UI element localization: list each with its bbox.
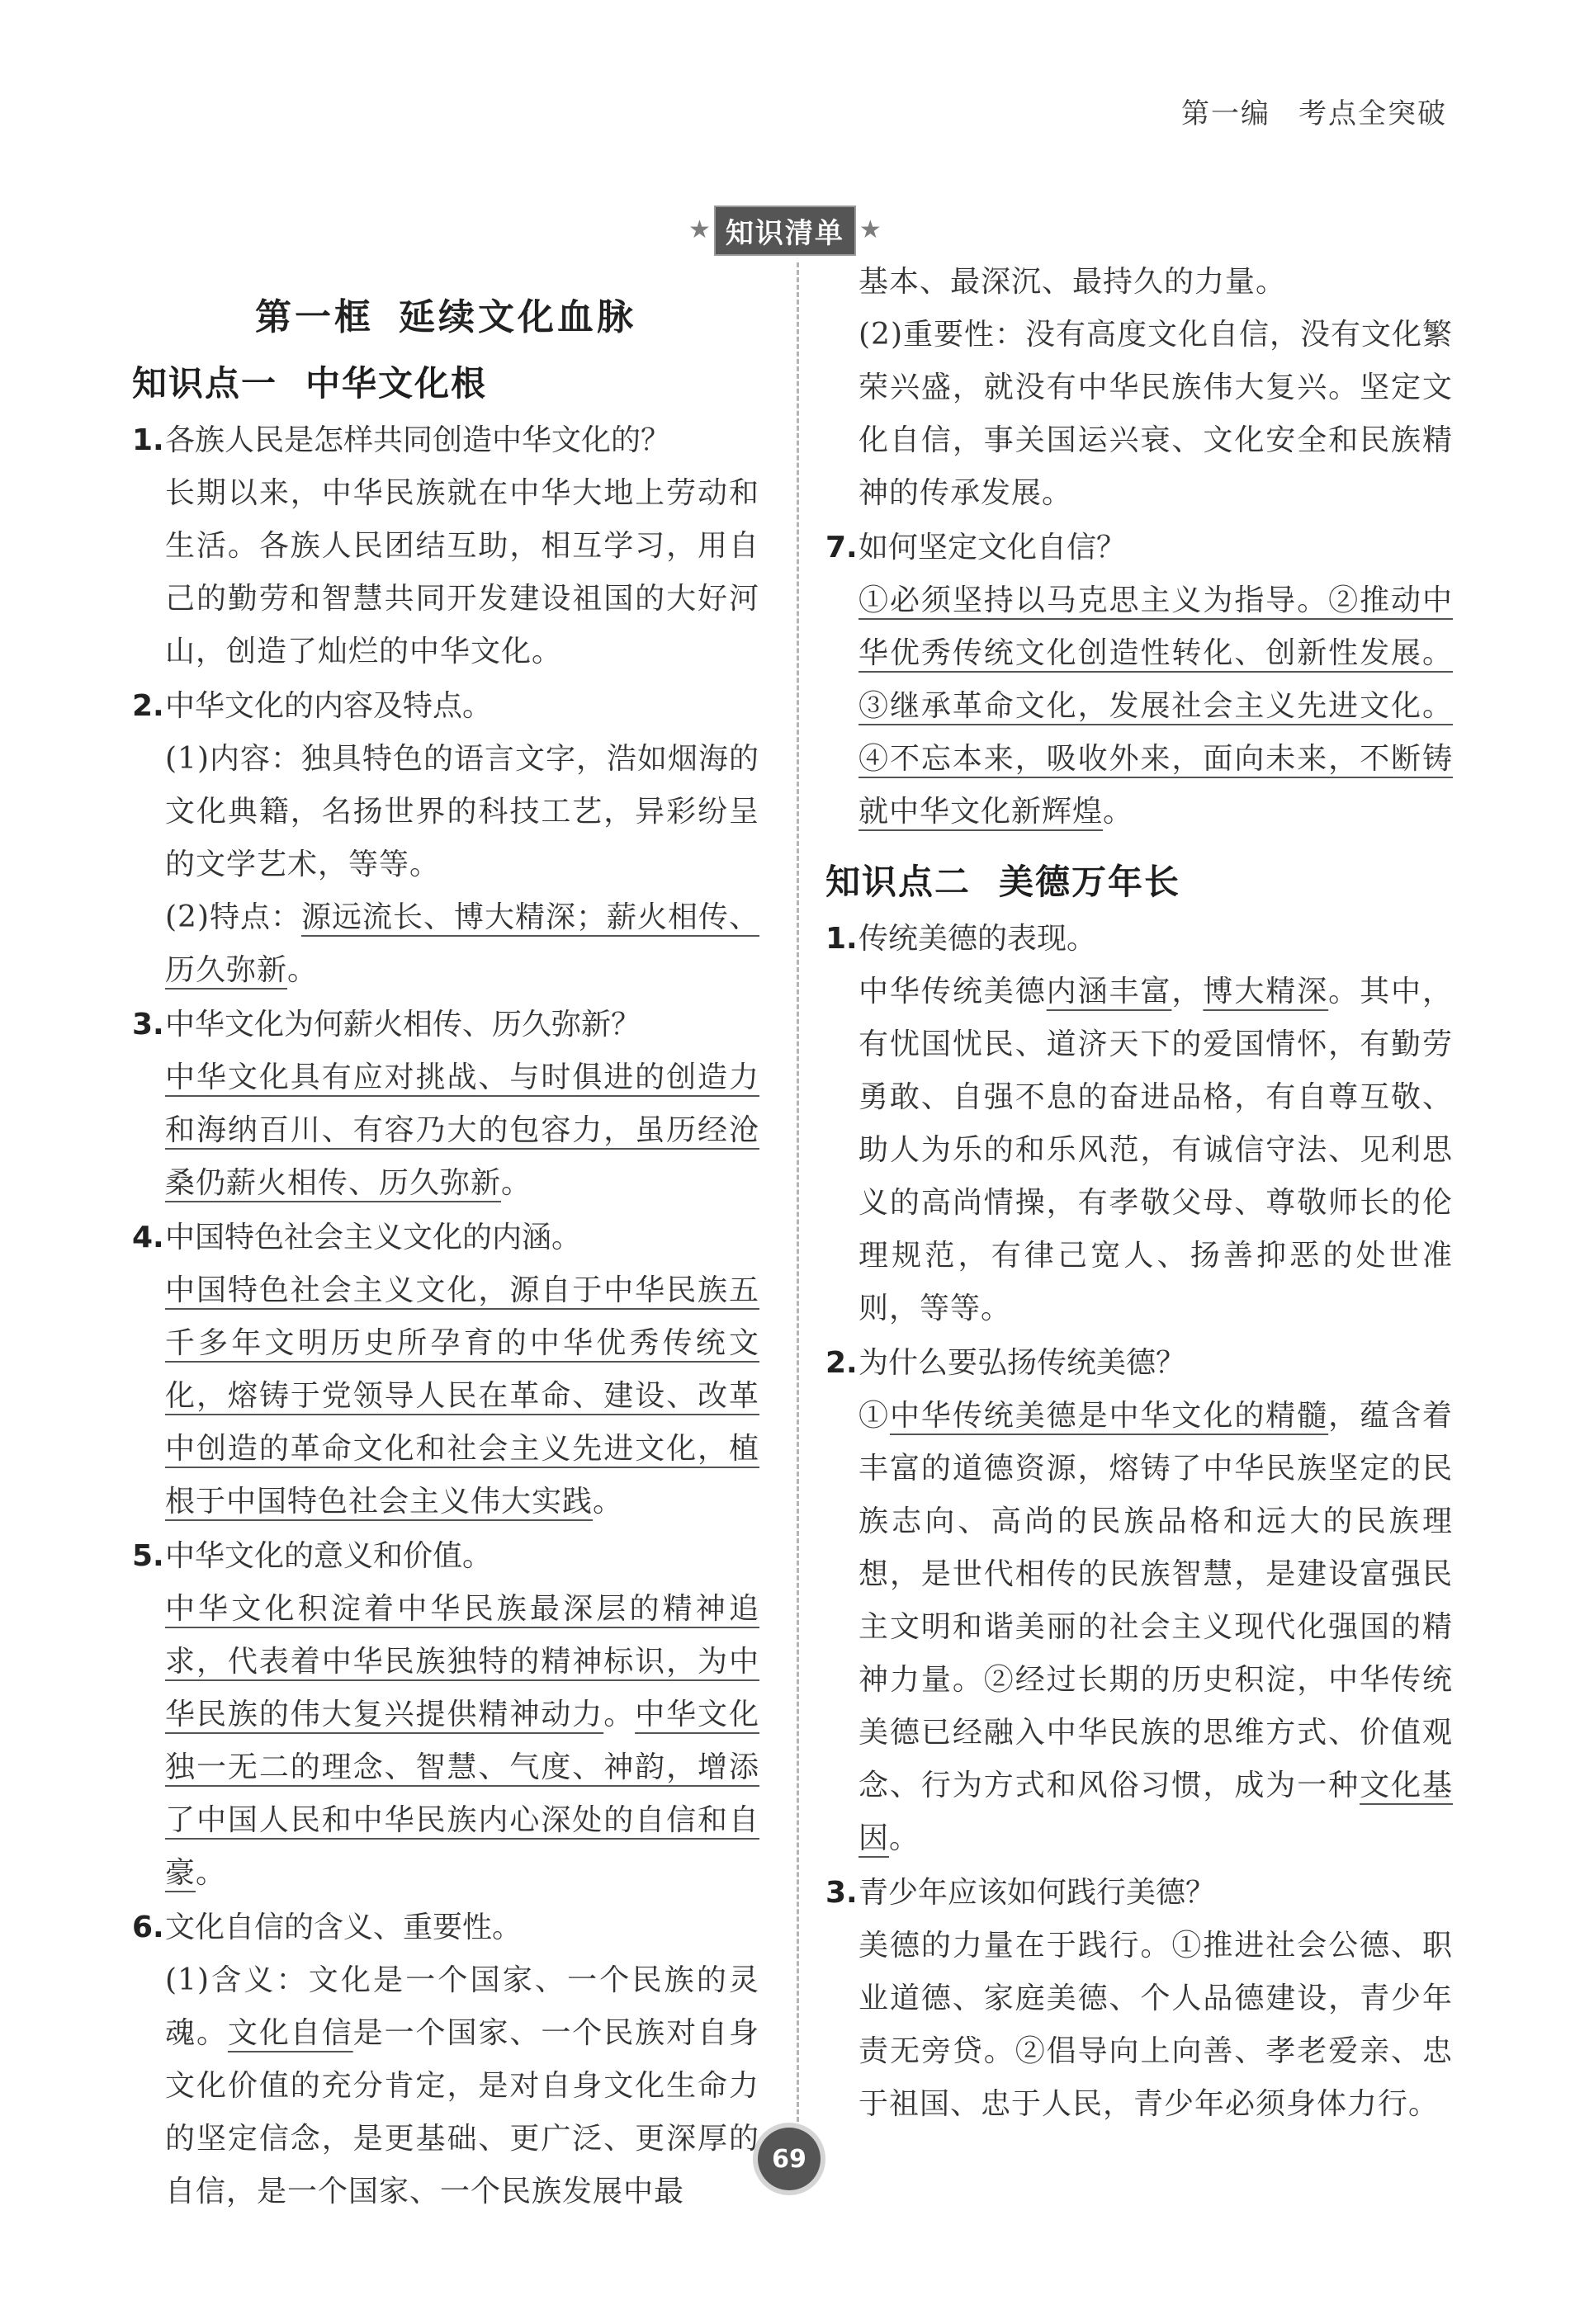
underlined-key-text: 中华文化积淀着中华民族最深层的精神追求，代表着中华民族独特的精神标识，为中华民族的伟大复兴提供精神动力 (165, 1592, 759, 1731)
kp-name: 中华文化根 (305, 363, 488, 404)
underlined-key-text: ①必须坚持以马克思主义为指导。②推动中华优秀传统文化创造性转化、创新性发展。③继承革命文化，发展社会主义先进文化。④不忘本来，吸收外来，面向未来，不断铸就中华文化新辉煌 (858, 583, 1453, 829)
frame-title (132, 287, 759, 340)
question-text: 中华文化为何薪火相传、历久弥新？ (165, 1008, 641, 1042)
running-header (1181, 91, 1447, 131)
answer-suffix: 。 (196, 1856, 227, 1890)
question-number: 7. (825, 531, 858, 564)
question-number: 2. (132, 689, 164, 723)
frame-name: 延续文化血脉 (399, 296, 636, 338)
question-number: 3. (132, 1008, 164, 1042)
question-number: 5. (132, 1539, 164, 1573)
underlined-key-text: 中国特色社会主义文化，源自于中华民族五千多年文明历史所孕育的中华优秀传统文化，熔铸于党领导人民在革命、建设、改革中创造的革命文化和社会主义先进文化，植根于中国特色社会主义伟大实践 (165, 1273, 759, 1519)
underlined-key-text: 源远流长、博大精深；薪火相传、历久弥新 (165, 900, 760, 987)
answer-rest: 是一个国家、一个民族对自身文化价值的充分肯定，是对自身文化生命力的坚定信念，是更基础、更广泛、更深厚的自信，是一个国家、一个民族发展中最 (165, 2016, 759, 2208)
underlined-key-text: 文化基因 (858, 1769, 1453, 1855)
kp-number: 知识点一 (132, 363, 278, 404)
answer-suffix: 。 (889, 1821, 920, 1855)
underlined-key-text: 中华文化独一无二的理念、智慧、气度、神韵，增添了中国人民和中华民族内心深处的自信和自豪 (165, 1698, 759, 1890)
left-column (132, 266, 759, 2218)
answer-suffix: 。 (593, 1485, 624, 1519)
question-text: 中华文化的意义和价值。 (165, 1539, 493, 1573)
question (825, 522, 1453, 574)
kp-number: 知识点二 (825, 862, 972, 902)
question-text: 如何坚定文化自信？ (858, 531, 1127, 564)
answer: 美德的力量在于践行。①推进社会公德、职业道德、家庭美德、个人品德建设，青少年责无旁贷。②倡导向上向善、孝老爱亲、忠于祖国、忠于人民，青少年必须身体力行。 (858, 1929, 1453, 2121)
question-text: 为什么要弘扬传统美德？ (858, 1346, 1186, 1380)
star-icon: ★ (688, 215, 711, 244)
answer-separator: ， (1171, 975, 1204, 1008)
answer-rest: 。其中，有忧国忧民、道济天下的爱国情怀，有勤劳勇敢、自强不息的奋进品格，有自尊互敬、助人为乐的和乐风范，有诚信守法、见利思义的高尚情操，有孝敬父母、尊敬师长的伦理规范，有律己宽人、扬善抑恶的处世准则，等等。 (858, 975, 1453, 1325)
answer (825, 1390, 1453, 1865)
question (132, 999, 759, 1051)
answer-continued: 基本、最深沉、最持久的力量。 (858, 265, 1287, 299)
answer-suffix: 。 (501, 1166, 532, 1200)
knowledge-point-heading (132, 357, 759, 406)
question-text: 文化自信的含义、重要性。 (165, 1911, 523, 1944)
answer-prefix: 中华传统美德 (858, 975, 1047, 1008)
question-number: 1. (132, 423, 164, 457)
question-text: 中国特色社会主义文化的内涵。 (165, 1221, 582, 1254)
question-text: 青少年应该如何践行美德？ (858, 1876, 1216, 1910)
underlined-key-text: 中华传统美德是中华文化的精髓 (889, 1399, 1329, 1433)
section-banner (688, 210, 882, 251)
underlined-key-text: 中华文化具有应对挑战、与时俱进的创造力和海纳百川、有容乃大的包容力，虽历经沧桑仍薪火相传、历久弥新 (165, 1060, 759, 1200)
answer (132, 1051, 759, 1210)
answer (825, 966, 1453, 1335)
knowledge-point-heading (825, 855, 1453, 905)
underlined-key-text: 博大精深 (1203, 975, 1329, 1008)
question-text: 各族人民是怎样共同创造中华文化的？ (165, 423, 671, 457)
underlined-key-text: 内涵丰富 (1046, 975, 1172, 1008)
answer-rest: ，蕴含着丰富的道德资源，熔铸了中华民族坚定的民族志向、高尚的民族品格和远大的民族理想，是世代相传的民族智慧，是建设富强民主文明和谐美丽的社会主义现代化强国的精神力量。②经过长期的历史积淀，中华传统美德已经融入中华民族的思维方式、价值观念、行为方式和风俗习惯，成为一种 (858, 1399, 1453, 1802)
answer-suffix: 。 (287, 953, 319, 987)
question (825, 1867, 1453, 1920)
answer-meaning (132, 1954, 759, 2218)
answer-suffix: 。 (1103, 795, 1134, 829)
answer-separator: 。 (603, 1698, 636, 1731)
answer-feature (132, 891, 759, 997)
question (132, 414, 759, 467)
question-number: 4. (132, 1221, 164, 1254)
answer (132, 1583, 759, 1900)
question (132, 680, 759, 733)
question-number: 1. (825, 922, 858, 956)
question (825, 913, 1453, 966)
answer-importance: (2)重要性：没有高度文化自信，没有文化繁荣兴盛，就没有中华民族伟大复兴。坚定文化自信，事关国运兴衰、文化安全和民族精神的传承发展。 (858, 318, 1453, 510)
answer-prefix: ① (858, 1399, 890, 1433)
question (132, 1212, 759, 1264)
answer: 长期以来，中华民族就在中华大地上劳动和生活。各族人民团结互助，相互学习，用自己的勤劳和智慧共同开发建设祖国的大好河山，创造了灿烂的中华文化。 (165, 476, 759, 668)
answer-prefix: (2)特点： (165, 900, 301, 934)
frame-number: 第一框 (255, 296, 374, 338)
question-text: 传统美德的表现。 (858, 922, 1097, 956)
page-number: 69 (758, 2128, 821, 2190)
question (132, 1530, 759, 1583)
column-divider (797, 262, 799, 2144)
underlined-key-text: 文化自信 (227, 2016, 353, 2050)
answer (132, 1264, 759, 1528)
right-column (825, 256, 1453, 2131)
banner-label: 知识清单 (714, 205, 856, 256)
question-number: 6. (132, 1911, 164, 1944)
answer (825, 574, 1453, 838)
question-number: 2. (825, 1346, 858, 1380)
kp-name: 美德万年长 (999, 862, 1181, 902)
question-number: 3. (825, 1876, 858, 1910)
question (132, 1901, 759, 1954)
answer-content: (1)内容：独具特色的语言文字，浩如烟海的文化典籍，名扬世界的科技工艺，异彩纷呈的文学艺术，等等。 (165, 742, 759, 881)
question-text: 中华文化的内容及特点。 (165, 689, 493, 723)
running-header-part: 第一编 (1181, 97, 1270, 130)
running-header-section: 考点全突破 (1298, 97, 1447, 130)
answer-prefix: (1)含义：文化是一个国家、一个民族的灵魂。 (165, 1963, 759, 2050)
question (825, 1337, 1453, 1390)
star-icon: ★ (858, 215, 882, 244)
